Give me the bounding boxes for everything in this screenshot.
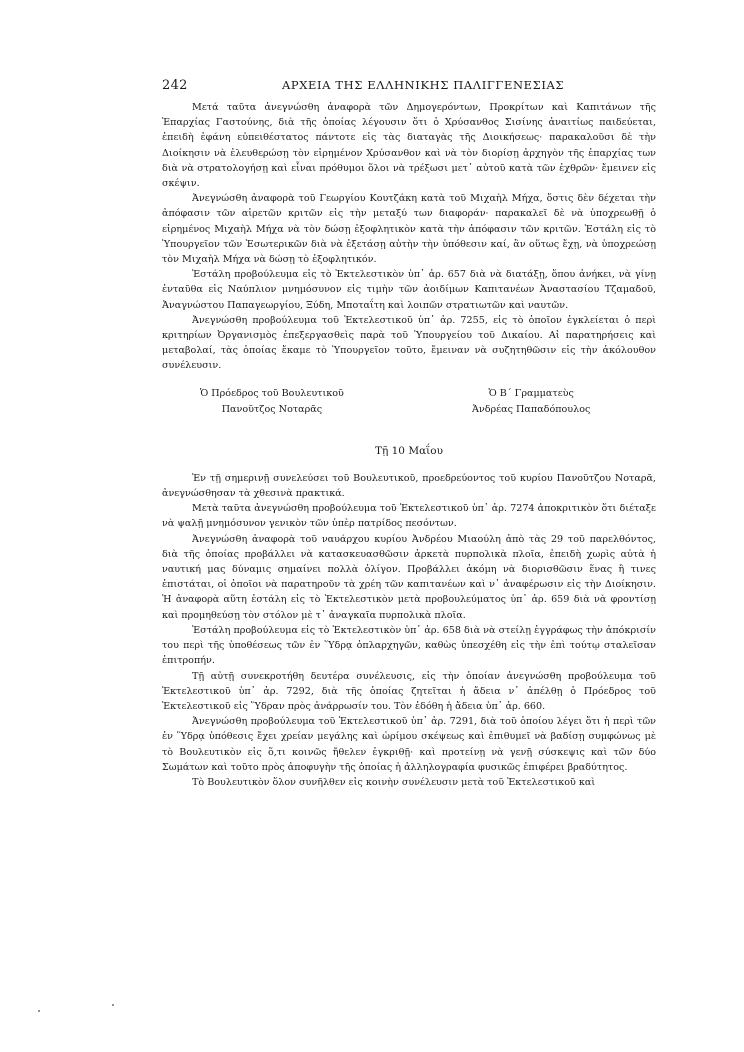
paragraph: Μετά ταῦτα ἀνεγνώσθη ἀναφορὰ τῶν Δημογερόντων, Προκρίτων καὶ Καπιτάνων τῆς Ἐπαρχίας Γαστούνης, διὰ τῆς ὁποίας λέγουσιν ὅτι ὁ Χρύσανθος Σισίνης ἀναιτίως παιδεύεται, ἐπειδὴ ἐφάνη εὐπειθέστατος πάντοτε εἰς τὰς διαταγὰς τῆς Διοικήσεως· παρακαλοῦσι δὲ τὴν Διοίκησιν νὰ ἐλευθερώσῃ τὸν εἰρημένον Χρύσανθον καὶ νὰ τὸν διορίσῃ ἀρχηγὸν τῆς ἐπαρχίας των διὰ νὰ στρατολογήσῃ καὶ εἶναι πρόθυμοι ὅλοι νὰ τρέξωσι μετ᾿ αὐτοῦ κατὰ τῶν ἐχθρῶν· ἔμεινεν εἰς σκέψιν. bbox=[162, 102, 656, 190]
paragraph: Ἐστάλη προβούλευμα εἰς τὸ Ἐκτελεστικὸν ὑπ᾿ ἀρ. 657 διὰ νὰ διατάξῃ, ὅπου ἀνήκει, νὰ γίνῃ ἐνταῦθα εἰς Ναύπλιον μνημόσυνον εἰς τιμὴν τῶν ἀοιδίμων Καπιτανέων Ἀναστασίου Τζαμαδοῦ, Ἀναγνώστου Παπαγεωργίου, Ξύδη, Μποταΐτη καὶ λοιπῶν στρατιωτῶν καὶ ναυτῶν. bbox=[162, 269, 656, 311]
paragraph: Ἀνεγνώσθη ἀναφορὰ τοῦ Γεωργίου Κουτζάκη κατὰ τοῦ Μιχαὴλ Μήχα, ὅστις δὲν δέχεται τὴν ἀπόφασιν τῶν αἱρετῶν κριτῶν εἰς τὴν μεταξύ των διαφοράν· παρακαλεῖ δὲ νὰ ὑποχρεωθῇ ὁ εἰρημένος Μιχαὴλ Μήχα νὰ τὸν δώσῃ ἐξοφλητικὸν κατὰ τὴν ἀπόφασιν τῶν κριτῶν. Ἐστάλη εἰς τὸ Ὑπουργεῖον τῶν Ἐσωτερικῶν διὰ νὰ ἐξετάσῃ αὐτὴν τὴν ὑπόθεσιν καί, ἂν οὕτως ἔχῃ, νὰ ὑποχρεώσῃ τὸν Μιχαὴλ Μήχα νὰ δώσῃ τὸ ἐξοφλητικόν. bbox=[162, 193, 656, 266]
president-signature bbox=[200, 386, 344, 418]
paragraph: Ἀνεγνώσθη προβούλευμα τοῦ Ἐκτελεστικοῦ ὑπ᾿ ἀρ. 7291, διὰ τοῦ ὁποίου λέγει ὅτι ἡ περὶ τῶν ἐν Ὕδρᾳ ὑπόθεσις ἔχει χρείαν μεγάλης καὶ ὡρίμου σκέψεως καὶ ἐπιθυμεῖ νὰ βαδίσῃ συμφώνως μὲ τὸ Βουλευτικὸν εἰς ὅ,τι κοινῶς ἤθελεν ἐγκριθῇ· καὶ προτείνῃ νὰ γενῇ σύσκεψις καὶ τῶν δύο Σωμάτων καὶ τοῦτο πρὸς ἀποφυγὴν τῆς ὁποίας ἡ ἀλληλογραφία φυσικῶς ἐπιφέρει βραδύτητος. bbox=[162, 716, 656, 773]
paragraph: Τῇ αὐτῇ συνεκροτήθη δευτέρα συνέλευσις, εἰς τὴν ὁποίαν ἀνεγνώσθη προβούλευμα τοῦ Ἐκτελεστικοῦ ὑπ᾿ ἀρ. 7292, διὰ τῆς ὁποίας ζητεῖται ἡ ἄδεια ν᾿ ἀπέλθῃ ὁ Πρόεδρος τοῦ Ἐκτελεστικοῦ εἰς Ὕδραν πρὸς ἀνάρρωσίν του. Τὸν ἐδόθη ἡ ἄδεια ὑπ᾿ ἀρ. 660. bbox=[162, 670, 656, 712]
paragraph: Ἀνεγνώσθη ἀναφορὰ τοῦ ναυάρχου κυρίου Ἀνδρέου Μιαούλη ἀπὸ τὰς 29 τοῦ παρελθόντος, διὰ τῆς ὁποίας προβάλλει νὰ κατασκευασθῶσιν ἀρκετὰ πυρπολικὰ πλοῖα, ἐπειδὴ χωρὶς αὐτὰ ἡ ναυτική μας δύναμις σημαίνει πολλὰ ὀλίγον. Προβάλλει ἀκόμη νὰ διορισθῶσιν ἕνας ἢ τινες ἐπιστάται, οἱ ὁποῖοι νὰ παρατηροῦν τὰ χρέη τῶν καπιτανέων καὶ ν᾿ ἀναφέρωσιν εἰς τὴν Διοίκησιν. Ἡ ἀναφορὰ αὕτη ἐστάλη εἰς τὸ Ἐκτελεστικὸν μετὰ προβουλεύματος ὑπ᾿ ἀρ. 659 διὰ νὰ φροντίσῃ καὶ προμηθεύσῃ τὸν στόλον μὲ τ᾿ ἀναγκαῖα πυρπολικὰ πλοῖα. bbox=[162, 533, 656, 621]
signature-block bbox=[162, 386, 656, 420]
paragraph: Τὸ Βουλευτικὸν ὅλον συνῆλθεν εἰς κοινὴν συνέλευσιν μετὰ τοῦ Ἐκτελεστικοῦ καὶ bbox=[192, 776, 596, 788]
scan-speck bbox=[112, 1004, 114, 1006]
president-title: Ὁ Πρόεδρος τοῦ Βουλευτικοῦ bbox=[200, 387, 344, 399]
paragraph: Ἀνεγνώσθη προβούλευμα τοῦ Ἐκτελεστικοῦ ὑπ᾿ ἀρ. 7255, εἰς τὸ ὁποῖον ἐγκλείεται ὁ περὶ κριτηρίων Ὀργανισμὸς ἐπεξεργασθεὶς παρὰ τοῦ Ὑπουργείου τοῦ Δικαίου. Αἱ παρατηρήσεις καὶ μεταβολαί, τὰς ὁποίας ἔκαμε τὸ Ὑπουργεῖον τοῦτο, ἔμειναν νὰ συζητηθῶσιν εἰς τὴν ἀκόλουθον συνέλευσιν. bbox=[162, 314, 656, 372]
page-number: 242 bbox=[162, 78, 188, 93]
running-title: ΑΡΧΕΙΑ ΤΗΣ ΕΛΛΗΝΙΚΗΣ ΠΑΛΙΓΓΕΝΕΣΙΑΣ bbox=[282, 78, 565, 92]
secretary-name: Ἀνδρέας Παπαδόπουλος bbox=[472, 403, 591, 415]
secretary-signature bbox=[472, 386, 590, 418]
paragraph: Ἐν τῇ σημερινῇ συνελεύσει τοῦ Βουλευτικοῦ, προεδρεύοντος τοῦ κυρίου Πανοῦτζου Νοταρᾶ, ἀνεγνώσθησαν τὰ χθεσινὰ πρακτικά. bbox=[162, 472, 656, 500]
paragraph: Μετὰ ταῦτα ἀνεγνώσθη προβούλευμα τοῦ Ἐκτελεστικοῦ ὑπ᾿ ἀρ. 7274 ἀποκριτικὸν ὅτι διέταξε νὰ ψαλῇ μνημόσυνον γενικὸν τῶν ὑπὲρ πατρίδος πεσόντων. bbox=[162, 503, 656, 530]
page-body bbox=[162, 100, 656, 790]
date-heading: Τῇ 10 Μαΐου bbox=[375, 444, 443, 457]
secretary-title: Ὁ Β΄ Γραμματεὺς bbox=[488, 387, 574, 399]
paragraph: Ἐστάλη προβούλευμα εἰς τὸ Ἐκτελεστικὸν ὑπ᾿ ἀρ. 658 διὰ νὰ στείλῃ ἐγγράφως τὴν ἀπόκρισίν του περὶ τῆς ὑποθέσεως τῶν ἐν Ὕδρᾳ ὁπλαρχηγῶν, καθὼς ὑπεσχέθη εἰς τὴν ἐπὶ τούτῳ σταλεῖσαν ἐπιτροπήν. bbox=[162, 624, 656, 667]
page-header bbox=[162, 78, 656, 98]
president-name: Πανοῦτζος Νοταρᾶς bbox=[221, 403, 323, 415]
scan-speck bbox=[38, 1010, 40, 1012]
